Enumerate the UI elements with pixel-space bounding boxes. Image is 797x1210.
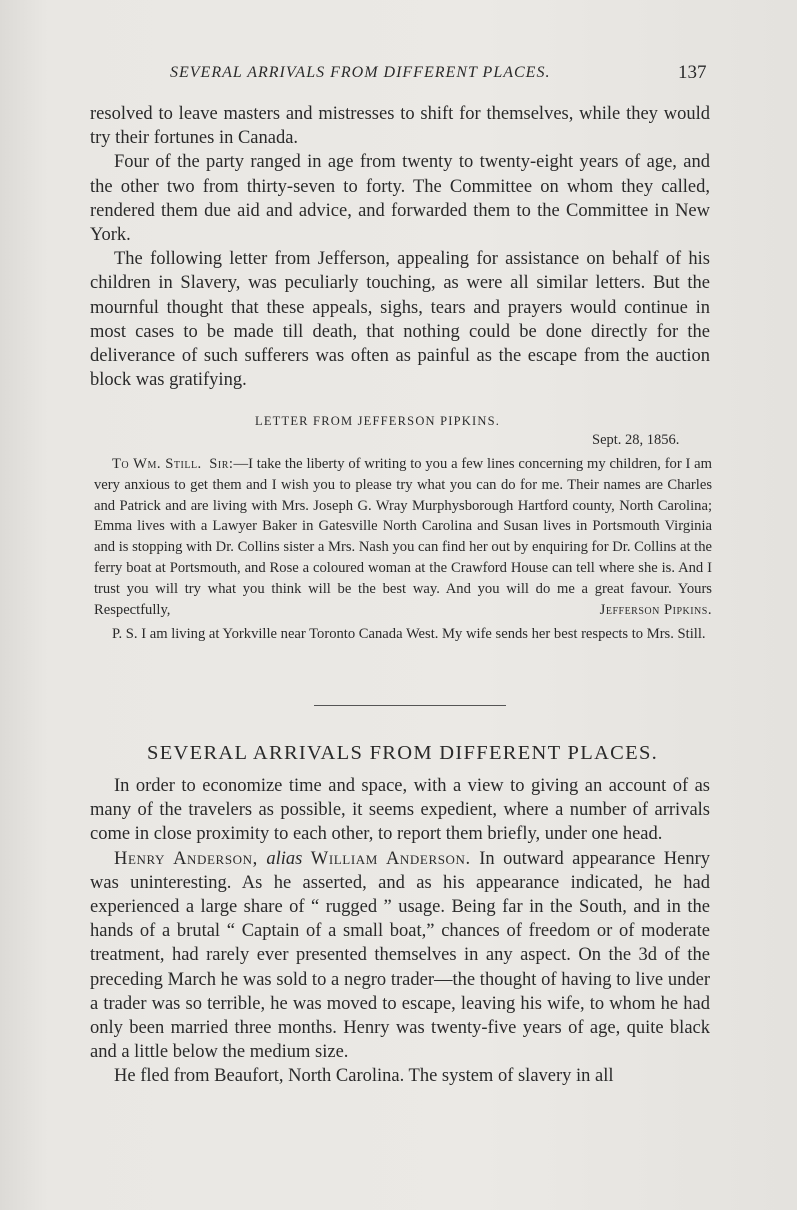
section-paragraph-henry xyxy=(90,847,710,1065)
intro-text xyxy=(90,102,710,392)
person-alias-name: William Anderson. xyxy=(310,848,471,869)
letter-salutation-sir: Sir: xyxy=(209,456,234,472)
letter-text xyxy=(94,454,712,645)
intro-paragraph-continued: resolved to leave masters and mistresses to shift for themselves, while they would try their fortunes in Canada. xyxy=(90,104,710,149)
letter-heading: LETTER FROM JEFFERSON PIPKINS. xyxy=(255,414,501,428)
letter-main-paragraph xyxy=(94,454,712,620)
section-paragraph-intro: In order to economize time and space, with a view to giving an account of as many of the travelers as possible, it seems expedient, where a number of arrivals come in close proximity to each other, to report them briefly, under one head. xyxy=(90,776,710,845)
section-text xyxy=(90,774,710,1089)
section-paragraph-beaufort: He fled from Beaufort, North Carolina. The system of slavery in all xyxy=(114,1066,614,1087)
letter-body: —I take the liberty of writing to you a few lines concerning my children, for I am very anxious to get them and I wish you to please try what you can do for me. Their names are Charles and Patrick and are living with Mrs. Joseph G. Wray Murphysborough Hartford county, North Carolina; Emma lives with a Lawyer Baker in Gatesville North Carolina and Susan lives in Portsmouth Virginia and is stopping with Dr. Collins sister a Mrs. Nash you can find her out by enquiring for Dr. Collins at the ferry boat at Portsmouth, and Rose a coloured woman at the Crawford House can tell where she is. And I trust you will try what you think will be the best way. And you will do me a great favour. Yours Respectfully, xyxy=(94,456,712,618)
letter-postscript: P. S. I am living at Yorkville near Toronto Canada West. My wife sends her best respects to Mrs. Still. xyxy=(112,626,706,643)
section-divider xyxy=(314,705,506,706)
section-paragraph-henry-text: In outward appearance Henry was uninteresting. As he asserted, and as his appearance indicated, he had experienced a large share of “ rugged ” usage. Being far in the South, and in the hands of a brutal “ Captain of a small boat,” chances of freedom or of moderate treatment, had rarely ever presented themselves in any aspect. On the 3d of the preceding March he was sold to a negro trader—the thought of having to live under a trader was so terrible, he was moved to escape, leaving his wife, to whom he had only been married three months. Henry was twenty-five years of age, quite black and a little below the medium size. xyxy=(90,848,711,1063)
intro-paragraph-party: Four of the party ranged in age from twenty to twenty-eight years of age, and the other two from thirty-seven to forty. The Committee on whom they called, rendered them due aid and advice, and forwarded them to the Committee in New York. xyxy=(90,152,710,246)
letter-signature: Jefferson Pipkins. xyxy=(599,601,712,618)
letter-date: Sept. 28, 1856. xyxy=(592,432,680,448)
alias-word: alias xyxy=(266,848,303,869)
person-name: Henry Anderson, xyxy=(114,848,258,869)
running-head: SEVERAL ARRIVALS FROM DIFFERENT PLACES. xyxy=(170,64,551,81)
intro-paragraph-letter-context: The following letter from Jefferson, appealing for assistance on behalf of his children in Slavery, was peculiarly touching, as were all similar letters. But the mournful thought that these appeals, sighs, tears and prayers would continue in most cases to be made till death, that nothing could be done directly for the deliverance of such sufferers was often as painful as the escape from the auction block was gratifying. xyxy=(90,249,710,391)
section-heading: SEVERAL ARRIVALS FROM DIFFERENT PLACES. xyxy=(147,742,659,764)
letter-salutation-name: To Wm. Still. xyxy=(112,456,202,472)
page-number: 137 xyxy=(678,62,707,83)
